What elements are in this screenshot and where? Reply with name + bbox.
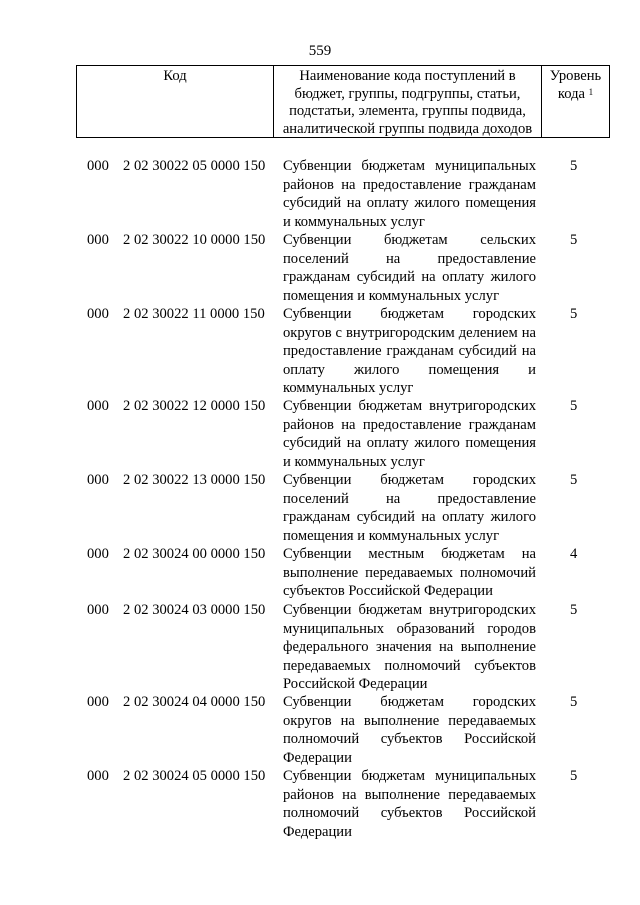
header-level-footnote: 1 — [588, 86, 594, 97]
admin-code: 000 — [87, 602, 109, 618]
revenue-name: Субвенции местным бюджетам на выполнение передаваемых полномочий субъектов Российской Федерации — [283, 546, 536, 600]
code-level: 5 — [570, 694, 578, 710]
revenue-code: 2 02 30024 04 0000 150 — [123, 694, 266, 710]
revenue-name: Субвенции бюджетам внутригородских районов на предоставление гражданам субсидий на оплату жилого помещения и коммунальных услуг — [283, 398, 536, 470]
table-row — [0, 157, 640, 231]
admin-code: 000 — [87, 158, 109, 174]
header-code: Код — [77, 66, 274, 137]
admin-code: 000 — [87, 306, 109, 322]
revenue-code: 2 02 30024 00 0000 150 — [123, 546, 266, 562]
table-row — [0, 471, 640, 545]
revenue-name: Субвенции бюджетам внутригородских муниципальных образований городов федерального значения на выполнение передаваемых полномочий субъектов Российской Федерации — [283, 602, 536, 693]
revenue-code: 2 02 30024 05 0000 150 — [123, 768, 266, 784]
revenue-code: 2 02 30022 10 0000 150 — [123, 232, 266, 248]
table-row — [0, 397, 640, 471]
code-level: 5 — [570, 398, 578, 414]
revenue-name: Субвенции бюджетам сельских поселений на предоставление гражданам субсидий на оплату жилого помещения и коммунальных услуг — [283, 232, 536, 304]
revenue-code: 2 02 30022 12 0000 150 — [123, 398, 266, 414]
revenue-code: 2 02 30024 03 0000 150 — [123, 602, 266, 618]
code-level: 5 — [570, 602, 578, 618]
admin-code: 000 — [87, 694, 109, 710]
page-number: 559 — [308, 43, 332, 59]
table-row — [0, 545, 640, 601]
table-row — [0, 767, 640, 841]
admin-code: 000 — [87, 232, 109, 248]
revenue-code: 2 02 30022 11 0000 150 — [123, 306, 265, 322]
admin-code: 000 — [87, 768, 109, 784]
revenue-code: 2 02 30022 05 0000 150 — [123, 158, 266, 174]
code-level: 5 — [570, 306, 578, 322]
revenue-name: Субвенции бюджетам муниципальных районов на предоставление гражданам субсидий на оплату жилого помещения и коммунальных услуг — [283, 158, 536, 230]
admin-code: 000 — [87, 472, 109, 488]
header-name: Наименование кода поступлений в бюджет, группы, подгруппы, статьи, подстатьи, элемента, группы подвида, аналитической группы подвида доходов — [274, 66, 542, 137]
table-row — [0, 231, 640, 305]
revenue-name: Субвенции бюджетам городских округов на выполнение передаваемых полномочий субъектов Российской Федерации — [283, 694, 536, 766]
table-row — [0, 601, 640, 693]
code-level: 4 — [570, 546, 578, 562]
revenue-name: Субвенции бюджетам городских округов с внутригородским делением на предоставление гражданам субсидий на оплату жилого помещения и коммунальных услуг — [283, 306, 536, 397]
code-level: 5 — [570, 158, 578, 174]
revenue-code: 2 02 30022 13 0000 150 — [123, 472, 266, 488]
table-header — [76, 65, 610, 138]
table-row — [0, 693, 640, 767]
revenue-name: Субвенции бюджетам муниципальных районов на выполнение передаваемых полномочий субъектов Российской Федерации — [283, 768, 536, 840]
admin-code: 000 — [87, 398, 109, 414]
revenue-name: Субвенции бюджетам городских поселений на предоставление гражданам субсидий на оплату жилого помещения и коммунальных услуг — [283, 472, 536, 544]
code-level: 5 — [570, 472, 578, 488]
table-body — [0, 157, 640, 841]
header-level — [542, 66, 609, 137]
code-level: 5 — [570, 768, 578, 784]
table-row — [0, 305, 640, 397]
code-level: 5 — [570, 232, 578, 248]
header-level-label: Уровень кода — [549, 68, 602, 102]
admin-code: 000 — [87, 546, 109, 562]
